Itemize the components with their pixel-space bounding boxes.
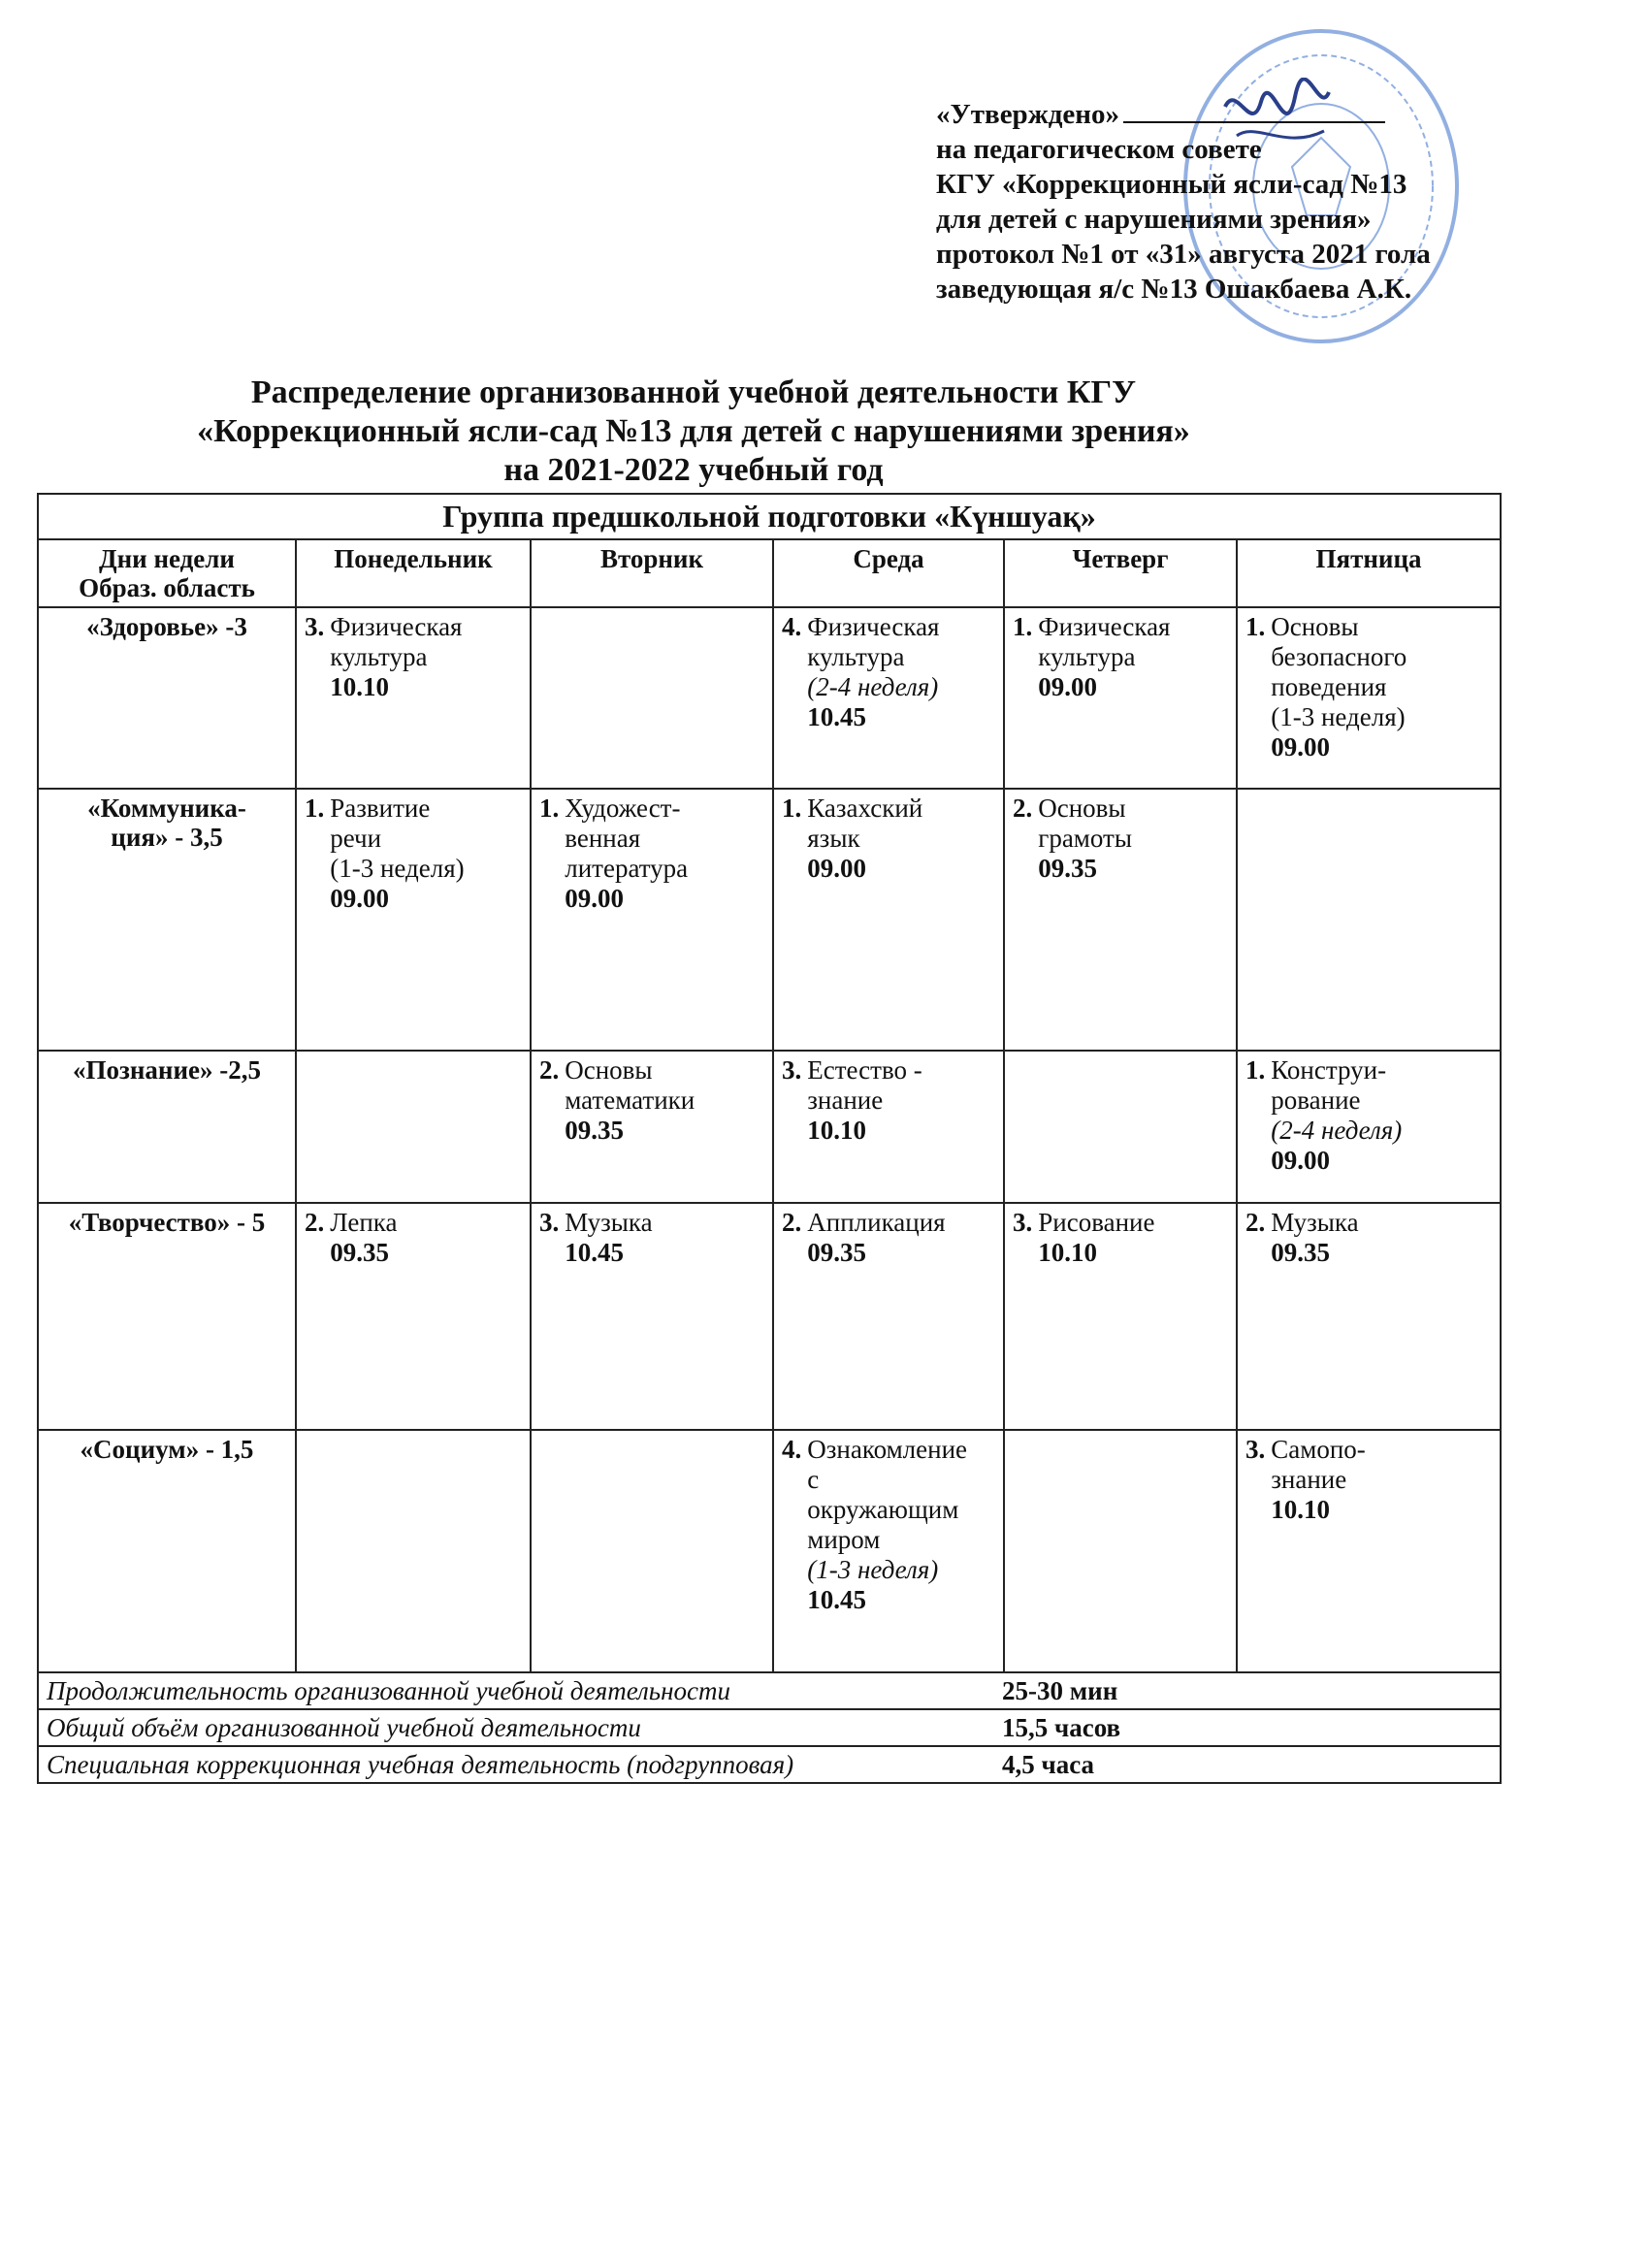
lesson-subject: Конструи-	[1271, 1055, 1387, 1085]
title-line-3: на 2021-2022 учебный год	[503, 452, 884, 488]
lesson-number: 2.	[1245, 1208, 1266, 1237]
lesson-time: 09.35	[565, 1116, 624, 1145]
lesson-text	[807, 1208, 945, 1268]
lesson-text	[807, 1435, 967, 1615]
header-row	[38, 539, 1501, 607]
lesson-text	[565, 1208, 652, 1268]
summary-row	[38, 1709, 1501, 1746]
lesson-cell	[531, 789, 773, 1051]
lesson-week-note: (2-4 неделя)	[807, 672, 939, 701]
lesson-cell	[773, 1051, 1004, 1203]
lesson-text	[807, 794, 922, 884]
lesson-time: 10.45	[807, 702, 866, 731]
lesson-cell	[531, 1203, 773, 1430]
lesson-cell	[1004, 607, 1237, 789]
lesson-time: 10.10	[1271, 1495, 1330, 1524]
lesson-text	[1038, 612, 1170, 702]
lesson-subject: Самопо-	[1271, 1435, 1366, 1464]
header-day: Четверг	[1004, 539, 1237, 607]
approval-line-3: КГУ «Коррекционный ясли-сад №13	[936, 169, 1407, 200]
lesson-cell	[1004, 1203, 1237, 1430]
lesson-text	[565, 794, 688, 914]
schedule-table	[37, 493, 1502, 1784]
header-day: Понедельник	[296, 539, 531, 607]
lesson-time: 09.35	[1271, 1238, 1330, 1267]
lesson-time: 10.10	[807, 1116, 866, 1145]
approval-block	[936, 97, 1557, 307]
lesson-item	[782, 794, 995, 884]
lesson-text	[1271, 612, 1406, 762]
summary-row	[38, 1746, 1501, 1783]
lesson-subject: речи	[330, 824, 382, 853]
signature-line	[1123, 98, 1385, 123]
lesson-subject: Основы	[1038, 794, 1126, 823]
lesson-time: 09.35	[1038, 854, 1097, 883]
lesson-subject: с	[807, 1465, 820, 1494]
approval-line-1: «Утверждено»	[936, 97, 1557, 132]
lesson-subject: Музыка	[565, 1208, 653, 1237]
lesson-number: 1.	[782, 794, 802, 823]
lesson-subject: Рисование	[1038, 1208, 1155, 1237]
lesson-subject: венная	[565, 824, 641, 853]
area-cell: «Коммуника- ция» - 3,5	[38, 789, 296, 1051]
lesson-item	[1245, 1055, 1492, 1176]
summary-value: 4,5 часа	[1002, 1750, 1095, 1779]
lesson-cell	[531, 607, 773, 789]
lesson-item	[539, 794, 764, 914]
lesson-cell	[1237, 1430, 1501, 1672]
lesson-cell	[1004, 1430, 1237, 1672]
lesson-cell	[531, 1051, 773, 1203]
lesson-week-note: (2-4 неделя)	[1271, 1116, 1403, 1145]
lesson-number: 3.	[782, 1055, 802, 1085]
summary-label: Специальная коррекционная учебная деятельность (подгрупповая)	[47, 1750, 794, 1779]
lesson-item	[1013, 794, 1228, 884]
lesson-subject: поведения	[1271, 672, 1387, 701]
lesson-cell	[773, 1203, 1004, 1430]
area-cell: «Здоровье» -3	[38, 607, 296, 789]
lesson-number: 2.	[1013, 794, 1033, 823]
lesson-subject: (1-3 неделя)	[330, 854, 465, 883]
lesson-subject: Основы	[565, 1055, 653, 1085]
lesson-text	[330, 794, 464, 914]
lesson-subject: Казахский	[807, 794, 923, 823]
table-row	[38, 1051, 1501, 1203]
lesson-cell	[1237, 1051, 1501, 1203]
lesson-cell	[296, 1051, 531, 1203]
lesson-time: 09.00	[1038, 672, 1097, 701]
lesson-text	[1271, 1435, 1366, 1525]
lesson-number: 4.	[782, 612, 802, 641]
lesson-item	[782, 1435, 995, 1615]
approval-line-6: заведующая я/с №13 Ошакбаева А.К.	[936, 274, 1412, 305]
lesson-item	[305, 1208, 522, 1268]
lesson-number: 4.	[782, 1435, 802, 1464]
header-day: Пятница	[1237, 539, 1501, 607]
table-row	[38, 1430, 1501, 1672]
group-title-row	[38, 494, 1501, 539]
approval-line-2: на педагогическом совете	[936, 134, 1262, 165]
lesson-time: 10.10	[330, 672, 389, 701]
lesson-text	[1271, 1055, 1402, 1176]
summary-row	[38, 1672, 1501, 1709]
lesson-cell	[531, 1430, 773, 1672]
summary-value: 25-30 мин	[1002, 1676, 1118, 1705]
title-line-2: «Коррекционный ясли-сад №13 для детей с нарушениями зрения»	[197, 413, 1190, 449]
lesson-subject: Лепка	[330, 1208, 398, 1237]
lesson-subject: (1-3 неделя)	[1271, 702, 1406, 731]
lesson-cell	[296, 607, 531, 789]
lesson-number: 3.	[1013, 1208, 1033, 1237]
document-title	[58, 373, 1552, 490]
table-row	[38, 607, 1501, 789]
lesson-time: 09.00	[1271, 1146, 1330, 1175]
approval-line-4: для детей с нарушениями зрения»	[936, 204, 1372, 235]
lesson-subject: безопасного	[1271, 642, 1407, 671]
lesson-subject: Развитие	[330, 794, 431, 823]
lesson-cell	[1004, 789, 1237, 1051]
lesson-time: 09.35	[330, 1238, 389, 1267]
lesson-number: 2.	[782, 1208, 802, 1237]
lesson-cell	[296, 1203, 531, 1430]
lesson-item	[1013, 612, 1228, 702]
title-line-1: Распределение организованной учебной деятельности КГУ	[250, 374, 1137, 410]
lesson-number: 1.	[1245, 1055, 1266, 1085]
lesson-subject: Естество -	[807, 1055, 922, 1085]
area-cell: «Творчество» - 5	[38, 1203, 296, 1430]
lesson-text	[330, 1208, 397, 1268]
group-title: Группа предшкольной подготовки «Күншуақ»	[38, 494, 1501, 539]
lesson-subject: Физическая	[807, 612, 940, 641]
lesson-subject: Физическая	[1038, 612, 1171, 641]
lesson-item	[782, 1055, 995, 1146]
lesson-number: 1.	[1245, 612, 1266, 641]
lesson-subject: Ознакомление	[807, 1435, 968, 1464]
lesson-item	[1245, 612, 1492, 762]
lesson-item	[539, 1055, 764, 1146]
lesson-number: 2.	[305, 1208, 325, 1237]
lesson-subject: литература	[565, 854, 689, 883]
lesson-item	[1245, 1208, 1492, 1268]
lesson-text	[1038, 1208, 1154, 1268]
table-row	[38, 789, 1501, 1051]
lesson-cell	[1237, 789, 1501, 1051]
lesson-subject: грамоты	[1038, 824, 1132, 853]
header-day: Вторник	[531, 539, 773, 607]
area-cell: «Социум» - 1,5	[38, 1430, 296, 1672]
lesson-subject: окружающим	[807, 1495, 959, 1524]
lesson-subject: Физическая	[330, 612, 463, 641]
lesson-number: 1.	[305, 794, 325, 823]
lesson-text	[807, 612, 939, 732]
lesson-cell	[1237, 1203, 1501, 1430]
lesson-text	[330, 612, 462, 702]
lesson-time: 10.10	[1038, 1238, 1097, 1267]
lesson-text	[565, 1055, 695, 1146]
lesson-subject: Музыка	[1271, 1208, 1359, 1237]
approval-line-5: протокол №1 от «31» августа 2021 гола	[936, 239, 1431, 270]
lesson-number: 2.	[539, 1055, 560, 1085]
lesson-subject: Основы	[1271, 612, 1359, 641]
summary-value: 15,5 часов	[1002, 1713, 1121, 1742]
lesson-cell	[1237, 607, 1501, 789]
lesson-subject: язык	[807, 824, 860, 853]
lesson-item	[305, 612, 522, 702]
lesson-subject: рование	[1271, 1085, 1361, 1115]
lesson-cell	[773, 789, 1004, 1051]
lesson-time: 09.35	[807, 1238, 866, 1267]
lesson-number: 3.	[539, 1208, 560, 1237]
lesson-item	[782, 612, 995, 732]
lesson-subject: Аппликация	[807, 1208, 946, 1237]
lesson-item	[1013, 1208, 1228, 1268]
lesson-time: 09.00	[1271, 732, 1330, 761]
lesson-subject: знание	[807, 1085, 884, 1115]
lesson-subject: математики	[565, 1085, 695, 1115]
lesson-subject: миром	[807, 1525, 881, 1554]
lesson-time: 10.45	[807, 1585, 866, 1614]
lesson-cell	[296, 789, 531, 1051]
area-cell: «Познание» -2,5	[38, 1051, 296, 1203]
lesson-item	[305, 794, 522, 914]
lesson-subject: культура	[330, 642, 428, 671]
header-first-col: Дни недели Образ. область	[38, 539, 296, 607]
lesson-item	[782, 1208, 995, 1268]
lesson-number: 3.	[1245, 1435, 1266, 1464]
lesson-subject: Художест-	[565, 794, 681, 823]
lesson-number: 1.	[539, 794, 560, 823]
lesson-time: 10.45	[565, 1238, 624, 1267]
lesson-text	[1038, 794, 1132, 884]
lesson-time: 09.00	[807, 854, 866, 883]
lesson-subject: знание	[1271, 1465, 1347, 1494]
summary-label: Общий объём организованной учебной деятельности	[47, 1713, 641, 1742]
lesson-number: 3.	[305, 612, 325, 641]
lesson-cell	[296, 1430, 531, 1672]
lesson-text	[1271, 1208, 1358, 1268]
lesson-cell	[773, 1430, 1004, 1672]
table-row	[38, 1203, 1501, 1430]
lesson-week-note: (1-3 неделя)	[807, 1555, 939, 1584]
lesson-item	[539, 1208, 764, 1268]
header-day: Среда	[773, 539, 1004, 607]
lesson-item	[1245, 1435, 1492, 1525]
lesson-number: 1.	[1013, 612, 1033, 641]
lesson-time: 09.00	[565, 884, 624, 913]
lesson-cell	[1004, 1051, 1237, 1203]
summary-label: Продолжительность организованной учебной деятельности	[47, 1676, 730, 1705]
lesson-text	[807, 1055, 922, 1146]
lesson-subject: культура	[1038, 642, 1136, 671]
lesson-time: 09.00	[330, 884, 389, 913]
lesson-cell	[773, 607, 1004, 789]
lesson-subject: культура	[807, 642, 905, 671]
